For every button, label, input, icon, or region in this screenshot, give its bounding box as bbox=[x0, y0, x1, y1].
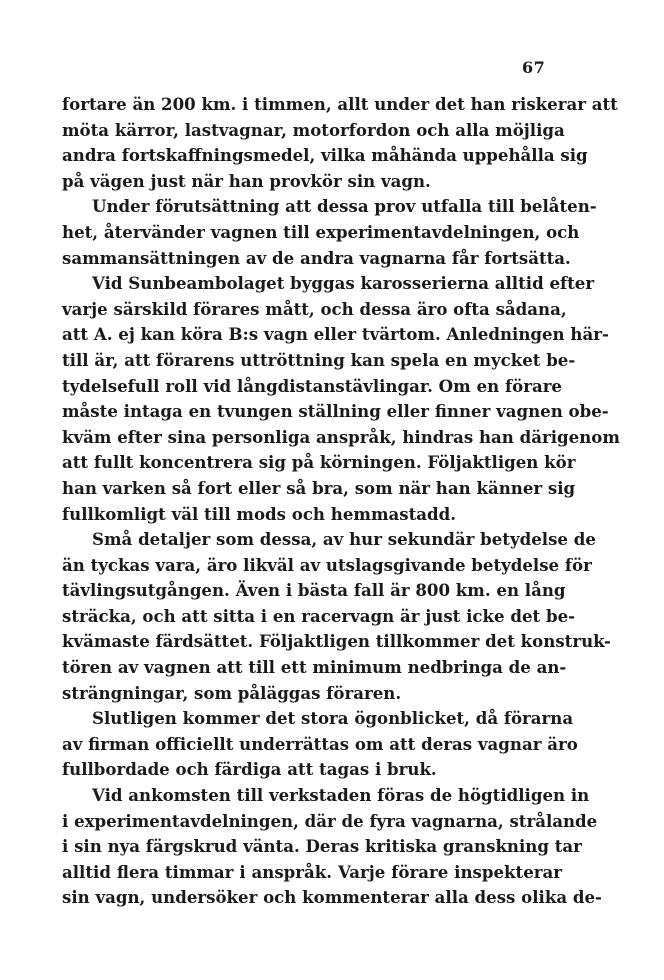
text-line: kvämaste färdsättet. Följaktligen tillkommer det konstruk- bbox=[62, 631, 611, 652]
text-line: Under förutsättning att dessa prov utfalla till belåten- bbox=[92, 196, 597, 217]
text-line: att A. ej kan köra B:s vagn eller tvärtom. Anledningen här- bbox=[62, 324, 609, 345]
page-number: 67 bbox=[522, 58, 546, 77]
text-line: Vid ankomsten till verkstaden föras de högtidligen in bbox=[92, 785, 590, 806]
text-line: i sin nya färgskrud vänta. Deras kritiska granskning tar bbox=[62, 836, 582, 857]
text-line: sammansättningen av de andra vagnarna får fortsätta. bbox=[62, 247, 571, 268]
body-text bbox=[62, 92, 620, 911]
text-line: tören av vagnen att till ett minimum nedbringa de an- bbox=[62, 657, 567, 678]
text-line: på vägen just när han provkör sin vagn. bbox=[62, 170, 431, 191]
text-line: sin vagn, undersöker och kommenterar alla dess olika de- bbox=[62, 887, 602, 908]
text-line: att fullt koncentrera sig på körningen. Följaktligen kör bbox=[62, 452, 576, 473]
text-line: strängningar, som påläggas föraren. bbox=[62, 682, 402, 703]
text-line: fortare än 200 km. i timmen, allt under det han riskerar att bbox=[62, 94, 618, 114]
text-line: kväm efter sina personliga anspråk, hindras han därigenom bbox=[62, 426, 620, 447]
text-line: han varken så fort eller så bra, som när han känner sig bbox=[62, 477, 576, 498]
text-line: Små detaljer som dessa, av hur sekundär betydelse de bbox=[92, 529, 596, 550]
text-line: tydelsefull roll vid långdistanstävlingar. Om en förare bbox=[62, 375, 562, 396]
text-line: fullkomligt väl till mods och hemmastadd. bbox=[62, 503, 457, 524]
text-line: till är, att förarens uttröttning kan spela en mycket be- bbox=[62, 349, 576, 370]
text-line: varje särskild förares mått, och dessa äro ofta sådana, bbox=[62, 298, 567, 319]
text-line: Slutligen kommer det stora ögonblicket, då förarna bbox=[92, 708, 574, 729]
text-line: sträcka, och att sitta i en racervagn är just icke det be- bbox=[62, 605, 576, 626]
text-line: andra fortskaffningsmedel, vilka måhända uppehålla sig bbox=[62, 145, 588, 166]
text-line: än tyckas vara, äro likväl av utslagsgivande betydelse för bbox=[62, 554, 592, 575]
text-line: Vid Sunbeambolaget byggas karosserierna alltid efter bbox=[92, 273, 595, 294]
text-line: av firman officiellt underrättas om att deras vagnar äro bbox=[62, 733, 578, 754]
text-line: möta kärror, lastvagnar, motorfordon och alla möjliga bbox=[62, 119, 565, 140]
text-line: tävlingsutgången. Även i bästa fall är 800 km. en lång bbox=[62, 580, 566, 601]
text-line: fullbordade och färdiga att tagas i bruk. bbox=[62, 759, 437, 780]
text-line: måste intaga en tvungen ställning eller finner vagnen obe- bbox=[62, 401, 609, 422]
text-line: alltid flera timmar i anspråk. Varje förare inspekterar bbox=[62, 861, 562, 882]
text-line: het, återvänder vagnen till experimentavdelningen, och bbox=[62, 221, 580, 242]
text-line: i experimentavdelningen, där de fyra vagnarna, strålande bbox=[62, 810, 598, 831]
